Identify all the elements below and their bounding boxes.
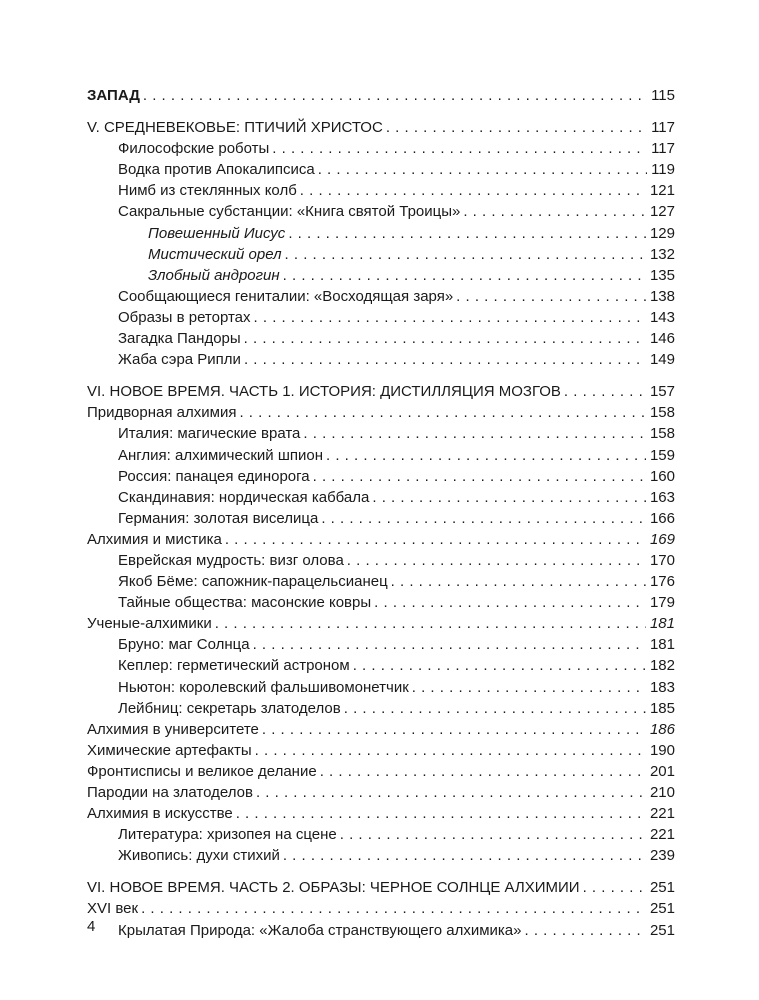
dot-leader xyxy=(254,307,646,328)
toc-entry-page: 182 xyxy=(649,657,675,675)
toc-entry-page: 183 xyxy=(649,678,675,696)
toc-entry-page: 158 xyxy=(649,404,675,422)
dot-leader xyxy=(244,349,646,370)
toc-entry xyxy=(87,877,675,898)
toc-entry xyxy=(87,265,675,286)
toc-entry-title: Ученые-алхимики xyxy=(87,615,212,633)
toc-entry-title: Алхимия и мистика xyxy=(87,530,222,548)
toc-entry xyxy=(87,634,675,655)
dot-leader xyxy=(353,655,646,676)
toc-entry-title: Бруно: маг Солнца xyxy=(118,636,250,654)
toc-entry-title: Образы в ретортах xyxy=(118,308,251,326)
toc-entry-title: Водка против Апокалипсиса xyxy=(118,161,315,179)
toc-entry-title: Лейбниц: секретарь златоделов xyxy=(118,699,341,717)
dot-leader xyxy=(215,613,646,634)
toc-entry xyxy=(87,423,675,444)
toc-entry-page: 181 xyxy=(649,636,675,654)
dot-leader xyxy=(524,920,645,941)
dot-leader xyxy=(283,845,646,866)
dot-leader xyxy=(225,529,646,550)
toc-entry-page: 170 xyxy=(649,551,675,569)
toc-entry-title: Химические артефакты xyxy=(87,741,252,759)
toc-entry-title: Жаба сэра Рипли xyxy=(118,351,241,369)
toc-entry-page: 115 xyxy=(651,87,675,104)
toc-entry xyxy=(87,466,675,487)
toc-entry-title: Скандинавия: нордическая каббала xyxy=(118,488,370,506)
toc-entry-page: 132 xyxy=(649,245,675,263)
dot-leader xyxy=(262,719,646,740)
toc-entry-page: 117 xyxy=(651,140,675,158)
toc-entry-title: VI. НОВОЕ ВРЕМЯ. ЧАСТЬ 1. ИСТОРИЯ: ДИСТИЛЛЯЦИЯ МОЗГОВ xyxy=(87,383,561,401)
dot-leader xyxy=(326,445,646,466)
dot-leader xyxy=(320,761,646,782)
dot-leader xyxy=(374,592,646,613)
toc-entry-page: 221 xyxy=(649,826,675,844)
dot-leader xyxy=(256,782,646,803)
toc-entry-title: Сакральные субстанции: «Книга святой Троицы» xyxy=(118,203,461,221)
toc-entry xyxy=(87,381,675,402)
toc-entry-title: Алхимия в университете xyxy=(87,720,259,738)
toc-entry-page: 146 xyxy=(649,330,675,348)
dot-leader xyxy=(255,740,646,761)
toc-entry-title: Ньютон: королевский фальшивомонетчик xyxy=(118,678,409,696)
dot-leader xyxy=(340,824,646,845)
toc-entry-title: Злобный андрогин xyxy=(148,266,280,284)
dot-leader xyxy=(244,328,646,349)
toc-entry xyxy=(87,698,675,719)
dot-leader xyxy=(272,138,647,159)
toc-entry xyxy=(87,782,675,803)
toc-entry xyxy=(87,138,675,159)
dot-leader xyxy=(391,571,646,592)
toc-entry-title: ЗАПАД xyxy=(87,87,140,104)
dot-leader xyxy=(283,265,646,286)
toc-entry-title: Крылатая Природа: «Жалоба странствующего алхимика» xyxy=(118,921,522,939)
dot-leader xyxy=(239,402,646,423)
dot-leader xyxy=(318,159,647,180)
dot-leader xyxy=(300,180,646,201)
toc-entry xyxy=(87,761,675,782)
toc-entry-title: Загадка Пандоры xyxy=(118,330,241,348)
toc-entry xyxy=(87,201,675,222)
toc-entry xyxy=(87,613,675,634)
table-of-contents xyxy=(87,85,675,941)
toc-entry-title: Пародии на златоделов xyxy=(87,784,253,801)
toc-entry-page: 186 xyxy=(649,720,675,738)
toc-entry-page: 138 xyxy=(649,287,675,305)
toc-entry-page: 143 xyxy=(649,308,675,326)
toc-entry-title: Философские роботы xyxy=(118,140,270,158)
dot-leader xyxy=(321,508,646,529)
toc-entry-title: Придворная алхимия xyxy=(87,404,237,422)
toc-entry-title: Фронтисписы и великое делание xyxy=(87,762,317,780)
toc-entry xyxy=(87,180,675,201)
dot-leader xyxy=(285,244,646,265)
toc-entry xyxy=(87,845,675,866)
toc-entry-page: 163 xyxy=(649,488,675,506)
toc-entry xyxy=(87,677,675,698)
toc-entry xyxy=(87,571,675,592)
toc-entry xyxy=(87,592,675,613)
toc-entry-page: 121 xyxy=(649,182,675,200)
toc-entry xyxy=(87,898,675,919)
toc-entry xyxy=(87,550,675,571)
toc-entry xyxy=(87,445,675,466)
toc-entry xyxy=(87,920,675,941)
toc-entry-page: 119 xyxy=(651,161,675,179)
dot-leader xyxy=(313,466,646,487)
toc-entry-title: Еврейская мудрость: визг олова xyxy=(118,551,344,569)
toc-entry-page: 166 xyxy=(649,509,675,527)
toc-entry xyxy=(87,85,675,106)
toc-entry-page: 135 xyxy=(649,266,675,284)
dot-leader xyxy=(253,634,646,655)
dot-leader xyxy=(344,698,646,719)
toc-entry-page: 190 xyxy=(649,741,675,759)
toc-entry xyxy=(87,117,675,138)
toc-entry-title: Англия: алхимический шпион xyxy=(118,446,323,464)
toc-entry-title: Мистический орел xyxy=(148,245,282,263)
toc-entry xyxy=(87,286,675,307)
toc-entry-title: Германия: золотая виселица xyxy=(118,509,319,527)
toc-entry-page: 159 xyxy=(649,446,675,464)
toc-entry xyxy=(87,655,675,676)
dot-leader xyxy=(236,803,646,824)
page-number: 4 xyxy=(87,918,96,935)
toc-entry-page: 176 xyxy=(649,573,675,591)
toc-entry-page: 117 xyxy=(651,119,675,137)
toc-entry-title: Живопись: духи стихий xyxy=(118,847,280,865)
toc-entry xyxy=(87,529,675,550)
dot-leader xyxy=(564,381,646,402)
toc-entry-title: Сообщающиеся гениталии: «Восходящая заря» xyxy=(118,287,454,305)
toc-entry-page: 185 xyxy=(649,699,675,717)
toc-entry-page: 169 xyxy=(649,530,675,548)
toc-entry-title: Якоб Бёме: сапожник-парацельсианец xyxy=(118,573,388,591)
toc-entry xyxy=(87,402,675,423)
dot-leader xyxy=(143,85,647,106)
toc-entry-page: 127 xyxy=(649,203,675,221)
toc-entry xyxy=(87,803,675,824)
toc-entry-title: VI. НОВОЕ ВРЕМЯ. ЧАСТЬ 2. ОБРАЗЫ: ЧЕРНОЕ СОЛНЦЕ АЛХИМИИ xyxy=(87,879,580,897)
toc-entry xyxy=(87,719,675,740)
toc-entry-title: XVI век xyxy=(87,900,139,918)
toc-entry-title: Алхимия в искусстве xyxy=(87,805,233,823)
dot-leader xyxy=(347,550,646,571)
toc-entry-page: 251 xyxy=(649,879,675,897)
toc-entry-page: 179 xyxy=(649,594,675,612)
toc-entry xyxy=(87,244,675,265)
toc-entry-page: 160 xyxy=(649,467,675,485)
toc-entry-title: V. СРЕДНЕВЕКОВЬЕ: ПТИЧИЙ ХРИСТОС xyxy=(87,119,383,137)
toc-entry-page: 158 xyxy=(649,425,675,443)
dot-leader xyxy=(583,877,646,898)
toc-entry-page: 210 xyxy=(649,784,675,801)
dot-leader xyxy=(372,487,646,508)
dot-leader xyxy=(463,201,646,222)
toc-entry xyxy=(87,307,675,328)
dot-leader xyxy=(386,117,647,138)
toc-entry-title: Повешенный Иисус xyxy=(148,224,286,242)
toc-entry-title: Литература: хризопея на сцене xyxy=(118,826,337,844)
toc-entry-title: Кеплер: герметический астроном xyxy=(118,657,350,675)
toc-entry xyxy=(87,223,675,244)
toc-entry-page: 129 xyxy=(649,224,675,242)
toc-entry-title: Россия: панацея единорога xyxy=(118,467,310,485)
dot-leader xyxy=(288,223,646,244)
dot-leader xyxy=(412,677,646,698)
dot-leader xyxy=(141,898,646,919)
toc-entry-page: 181 xyxy=(649,615,675,633)
toc-entry xyxy=(87,508,675,529)
toc-entry xyxy=(87,349,675,370)
toc-entry xyxy=(87,824,675,845)
toc-entry-title: Тайные общества: масонские ковры xyxy=(118,594,372,612)
toc-entry-page: 221 xyxy=(649,805,675,823)
toc-entry xyxy=(87,487,675,508)
toc-entry-page: 251 xyxy=(649,921,675,939)
toc-entry-title: Италия: магические врата xyxy=(118,425,301,443)
toc-entry-page: 251 xyxy=(649,900,675,918)
toc-entry-page: 149 xyxy=(649,351,675,369)
toc-entry xyxy=(87,159,675,180)
toc-entry xyxy=(87,740,675,761)
toc-entry-page: 239 xyxy=(649,847,675,865)
toc-entry-page: 157 xyxy=(649,383,675,401)
dot-leader xyxy=(303,423,646,444)
toc-entry-title: Нимб из стеклянных колб xyxy=(118,182,297,200)
toc-entry xyxy=(87,328,675,349)
dot-leader xyxy=(456,286,646,307)
toc-entry-page: 201 xyxy=(649,762,675,780)
